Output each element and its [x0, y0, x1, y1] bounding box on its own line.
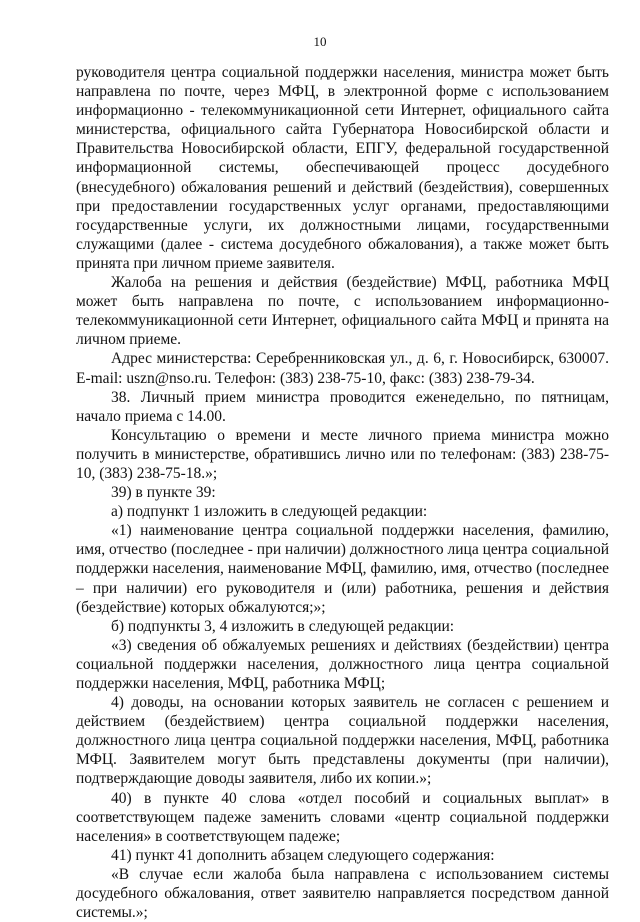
- paragraph: Консультацию о времени и месте личного приема министра можно получить в министерстве, обратившись лично или по телефонам: (383) 238-75-10, (383) 238-75-18.»;: [76, 426, 609, 482]
- paragraph: 40) в пункте 40 слова «отдел пособий и социальных выплат» в соответствующем падеже заменить словами «центр социальной поддержки населения» в соответствующем падеже;: [76, 789, 609, 845]
- paragraph: 4) доводы, на основании которых заявитель не согласен с решением и действием (бездействием) центра социальной поддержки населения, должностного лица центра социальной поддержки населения, МФЦ, работника МФЦ. Заявителем могут быть представлены документы (при наличии), подтверждающие доводы заявителя, либо их копии.»;: [76, 694, 609, 788]
- paragraph: 41) пункт 41 дополнить абзацем следующего содержания:: [111, 846, 495, 864]
- page-number: 10: [313, 34, 327, 49]
- paragraph: а) подпункт 1 изложить в следующей редакции:: [111, 503, 428, 521]
- paragraph: 38. Личный прием министра проводится еженедельно, по пятницам, начало приема с 14.00.: [76, 388, 609, 425]
- paragraph: «1) наименование центра социальной поддержки населения, фамилию, имя, отчество (последнее - при наличии) должностного лица центра социальной поддержки населения, наименование МФЦ, фамилию, имя, отчество (последнее – при наличии) его руководителя и (или) работника, решения и действия (бездействие) которых обжалуются;»;: [76, 522, 609, 616]
- paragraph: б) подпункты 3, 4 изложить в следующей редакции:: [111, 617, 455, 635]
- paragraph: руководителя центра социальной поддержки населения, министра может быть направлена по почте, через МФЦ, в электронной форме с использованием информационно - телекоммуникационной сети Интернет, официального сайта министерства, официального сайта Губернатора Новосибирской области и Правительства Новосибирской области, ЕПГУ, федеральной государственной информационной системы, обеспечивающей процесс досудебного (внесудебного) обжалования решений и действий (бездействия), совершенных при предоставлении государственных услуг органами, предоставляющими государственные услуги, их должностными лицами, государственными служащими (далее - система досудебного обжалования), а также может быть принята при личном приеме заявителя.: [76, 64, 609, 272]
- paragraph: Жалоба на решения и действия (бездействие) МФЦ, работника МФЦ может быть направлена по почте, с использованием информационно-телекоммуникационной сети Интернет, официального сайта МФЦ и принята на личном приеме.: [76, 274, 609, 349]
- document-body: [76, 63, 609, 922]
- paragraph: «3) сведения об обжалуемых решениях и действиях (бездействии) центра социальной поддержки населения, должностного лица центра социальной поддержки населения, МФЦ, работника МФЦ;: [76, 636, 609, 692]
- paragraph: Адрес министерства: Серебренниковская ул., д. 6, г. Новосибирск, 630007. E-mail: uszn@nso.ru. Телефон: (383) 238-75-10, факс: (383) 238-79-34.: [76, 350, 609, 387]
- paragraph: «В случае если жалоба была направлена с использованием системы досудебного обжалования, ответ заявителю направляется посредством данной системы.»;: [76, 865, 609, 922]
- paragraph: 39) в пункте 39:: [111, 484, 216, 502]
